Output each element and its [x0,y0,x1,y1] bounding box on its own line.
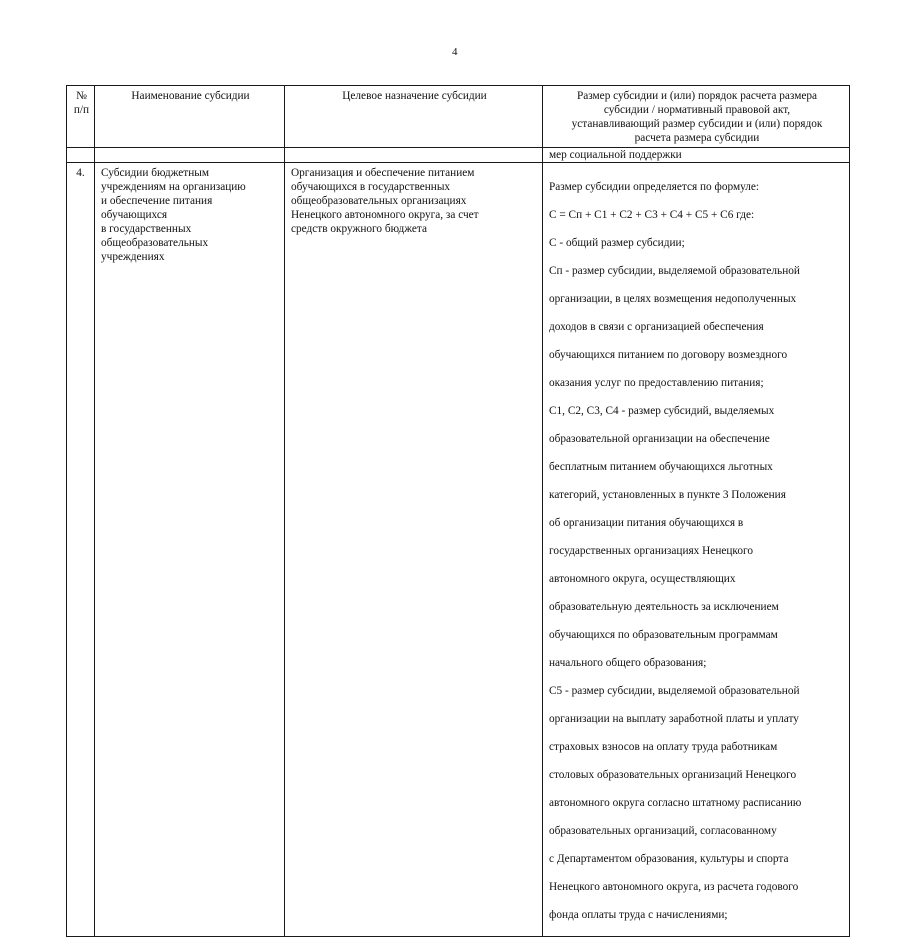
calculation-line: столовых образовательных организаций Ненецкого [549,769,797,781]
header-subsidy-purpose: Целевое назначение субсидии [285,86,543,148]
calculation-line: Размер субсидии определяется по формуле: [549,181,760,193]
calculation-line: оказания услуг по предоставлению питания; [549,377,764,389]
calculation-line: Сп - размер субсидии, выделяемой образовательной [549,265,800,277]
calculation-line: организации, в целях возмещения недополученных [549,293,797,305]
row-subsidy-purpose: Организация и обеспечение питанием обучающихся в государственных общеобразовательных организациях Ненецкого автономного округа, за счет средств окружного бюджета [285,163,543,937]
calculation-line: фонда оплаты труда с начислениями; [549,909,728,921]
calculation-line: образовательных организаций, согласованному [549,825,777,837]
calculation-line: автономного округа, осуществляющих [549,573,736,585]
calculation-line: бесплатным питанием обучающихся льготных [549,461,773,473]
calculation-line: доходов в связи с организацией обеспечения [549,321,764,333]
continuation-empty-cell [67,148,95,163]
calculation-line: государственных организациях Ненецкого [549,545,753,557]
continuation-text: мер социальной поддержки [543,148,850,163]
header-number: № п/п [67,86,95,148]
continuation-empty-cell [285,148,543,163]
calculation-line: образовательной организации на обеспечение [549,433,770,445]
calculation-line: обучающихся по образовательным программам [549,629,778,641]
row-number: 4. [67,163,95,937]
header-subsidy-calculation: Размер субсидии и (или) порядок расчета размера субсидии / нормативный правовой акт, устанавливающий размер субсидии и (или) порядок расчета размера субсидии [543,86,850,148]
calculation-line: страховых взносов на оплату труда работникам [549,741,778,753]
row-subsidy-name: Субсидии бюджетным учреждениям на организацию и обеспечение питания обучающихся в государственных общеобразовательных учреждениях [95,163,285,937]
continuation-row [67,148,850,163]
subsidy-table [66,85,850,937]
header-subsidy-name: Наименование субсидии [95,86,285,148]
formula-line: С = Сп + С1 + С2 + С3 + С4 + С5 + С6 где: [549,209,755,221]
calculation-line: начального общего образования; [549,657,707,669]
row-calculation [543,163,850,937]
table-header-row [67,86,850,148]
calculation-line: категорий, установленных в пункте 3 Положения [549,489,786,501]
calculation-line: обучающихся питанием по договору возмездного [549,349,788,361]
continuation-empty-cell [95,148,285,163]
calculation-line: С5 - размер субсидии, выделяемой образовательной [549,685,800,697]
calculation-line: С - общий размер субсидии; [549,237,685,249]
calculation-line: с Департаментом образования, культуры и спорта [549,853,789,865]
calculation-line: образовательную деятельность за исключением [549,601,779,613]
calculation-line: об организации питания обучающихся в [549,517,744,529]
page-number: 4 [452,46,458,58]
calculation-line: автономного округа согласно штатному расписанию [549,797,802,809]
calculation-line: С1, С2, С3, С4 - размер субсидий, выделяемых [549,405,775,417]
table-row [67,163,850,937]
calculation-line: Ненецкого автономного округа, из расчета годового [549,881,799,893]
calculation-line: организации на выплату заработной платы и уплату [549,713,799,725]
